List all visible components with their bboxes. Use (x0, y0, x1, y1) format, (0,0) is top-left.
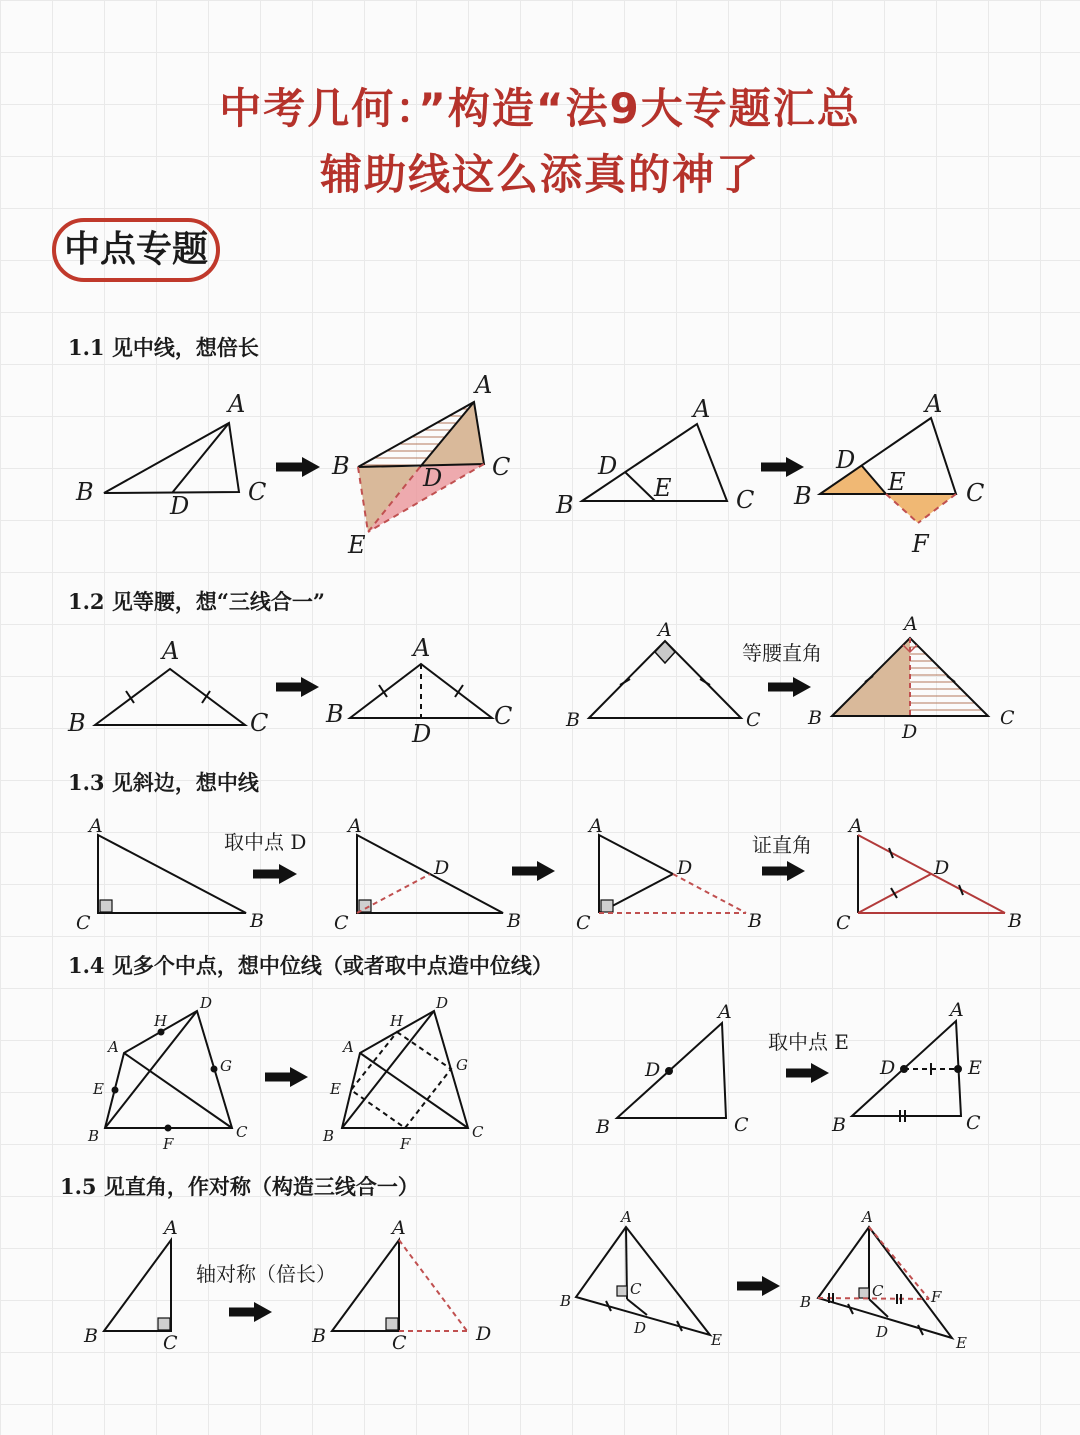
label-g: G (220, 1057, 232, 1075)
fig-1-5-b (332, 1240, 467, 1331)
label-c: C (334, 912, 349, 934)
label-d: D (880, 1057, 896, 1079)
arrow-1-4-b (786, 1063, 829, 1083)
label-b: B (800, 1293, 812, 1311)
page-subtitle: 辅助线这么添真的神了 (319, 150, 760, 199)
fig-1-3-d (858, 835, 1005, 913)
arrow-1-5-b (737, 1276, 780, 1296)
arrow-1-4-a (265, 1067, 308, 1087)
label-e: E (93, 1080, 104, 1098)
arrow-1-3-b (512, 861, 555, 881)
label-a: A (164, 1217, 178, 1239)
section-1-2-heading: 1.2 见等腰，想“三线合一” (68, 589, 326, 614)
fig-1-2-a (95, 669, 245, 725)
label-a: A (904, 613, 918, 635)
label-a: A (925, 390, 943, 418)
section-1-1-heading: 1.1 见中线，想倍长 (68, 335, 259, 360)
label-b: B (312, 1325, 326, 1347)
label-a: A (862, 1208, 873, 1226)
label-c: C (236, 1123, 248, 1141)
label-c: C (76, 912, 91, 934)
label-a: A (162, 637, 180, 665)
label-c: C (163, 1332, 178, 1354)
label-b: B (84, 1325, 98, 1347)
label-c: C (966, 479, 985, 507)
label-f: F (912, 530, 929, 558)
fig-1-4-b (342, 1011, 468, 1128)
label-c: C (250, 709, 269, 737)
label-d: D (423, 464, 443, 492)
page-title: 中考几何：”构造“法9大专题汇总 (219, 84, 861, 133)
label-c: C (492, 453, 511, 481)
label-a: A (348, 815, 362, 837)
label-b: B (323, 1127, 335, 1145)
label-g: G (456, 1056, 468, 1074)
label-e: E (711, 1331, 722, 1349)
label-b: B (808, 707, 822, 729)
section-1-5-heading: 1.5 见直角，作对称（构造三线合一） (60, 1174, 419, 1199)
label-c: C (630, 1280, 642, 1298)
label-c: C (872, 1282, 884, 1300)
fig-1-1-a (104, 423, 239, 493)
section-1-4-heading: 1.4 见多个中点，想中位线（或者取中点造中位线） (68, 953, 553, 978)
label-b: B (88, 1127, 100, 1145)
label-a: A (392, 1217, 406, 1239)
arrow-1-3-a (253, 864, 297, 884)
label-b: B (748, 910, 762, 932)
label-c: C (734, 1114, 749, 1136)
label-c: C (736, 486, 755, 514)
label-d: D (677, 857, 693, 879)
label-a: A (950, 999, 964, 1021)
label-e: E (348, 531, 366, 559)
fig-1-3-c (599, 835, 746, 913)
label-d: D (436, 994, 449, 1012)
fig-1-2-b (350, 664, 492, 718)
label-b: B (794, 482, 812, 510)
label-h: H (154, 1012, 168, 1030)
prove-right-angle-note: 证直角 (752, 833, 812, 857)
label-a: A (108, 1038, 119, 1056)
axis-symmetry-note: 轴对称（倍长） (196, 1262, 336, 1286)
label-a: A (589, 815, 603, 837)
section-1-3-heading: 1.3 见斜边，想中线 (68, 770, 259, 795)
label-c: C (836, 912, 851, 934)
label-f: F (400, 1135, 411, 1153)
label-d: D (412, 720, 432, 748)
label-e: E (968, 1057, 982, 1079)
label-b: B (68, 709, 86, 737)
label-e: E (330, 1080, 341, 1098)
label-b: B (566, 709, 580, 731)
label-d: D (934, 857, 950, 879)
label-b: B (76, 478, 94, 506)
label-b: B (332, 452, 350, 480)
label-c: C (746, 709, 761, 731)
fig-1-3-b (357, 835, 503, 913)
label-c: C (966, 1112, 981, 1134)
label-c: C (472, 1123, 484, 1141)
label-d: D (476, 1323, 492, 1345)
label-c: C (576, 912, 591, 934)
label-b: B (326, 700, 344, 728)
label-d: D (634, 1319, 647, 1337)
label-d: D (876, 1323, 889, 1341)
label-a: A (475, 371, 493, 399)
label-d: D (902, 721, 918, 743)
arrow-1-5-a (229, 1302, 272, 1322)
label-e: E (888, 468, 906, 496)
label-c: C (1000, 707, 1015, 729)
fig-1-4-a (105, 1011, 232, 1131)
arrow-1-3-c (762, 861, 805, 881)
label-c: C (248, 478, 267, 506)
arrow-1-2-a (276, 677, 319, 697)
fig-1-2-c (589, 641, 741, 718)
label-b: B (507, 910, 521, 932)
label-f: F (931, 1288, 942, 1306)
fig-1-4-d (852, 1021, 961, 1122)
label-a: A (228, 390, 246, 418)
take-midpoint-d-note: 取中点 D (224, 830, 307, 854)
label-a: A (621, 1208, 632, 1226)
label-b: B (250, 910, 264, 932)
label-d: D (200, 994, 213, 1012)
label-c: C (392, 1332, 407, 1354)
label-h: H (390, 1012, 404, 1030)
label-a: A (658, 619, 672, 641)
arrow-1-1-a (276, 457, 320, 477)
label-c: C (494, 702, 513, 730)
arrow-1-1-b (761, 457, 804, 477)
topic-badge: 中点专题 (52, 218, 220, 282)
label-a: A (89, 815, 103, 837)
fig-1-2-d (832, 638, 988, 716)
label-d: D (434, 857, 450, 879)
fig-1-4-c (617, 1023, 726, 1118)
label-f: F (163, 1135, 174, 1153)
label-b: B (560, 1292, 572, 1310)
label-b: B (596, 1116, 610, 1138)
label-d: D (598, 452, 618, 480)
fig-1-1-b (358, 402, 484, 532)
fig-1-5-d (818, 1227, 952, 1338)
label-e: E (654, 474, 672, 502)
label-a: A (693, 395, 711, 423)
label-d: D (836, 446, 856, 474)
label-a: A (718, 1001, 732, 1023)
label-b: B (1008, 910, 1022, 932)
label-b: B (832, 1114, 846, 1136)
label-b: B (556, 491, 574, 519)
fig-1-5-a (104, 1240, 171, 1331)
take-midpoint-e-note: 取中点 E (768, 1030, 849, 1054)
label-d: D (170, 492, 190, 520)
label-d: D (645, 1059, 661, 1081)
isosceles-right-note: 等腰直角 (742, 641, 822, 665)
arrow-1-2-b (768, 677, 811, 697)
label-a: A (413, 634, 431, 662)
label-a: A (849, 815, 863, 837)
label-e: E (956, 1334, 967, 1352)
label-a: A (343, 1038, 354, 1056)
